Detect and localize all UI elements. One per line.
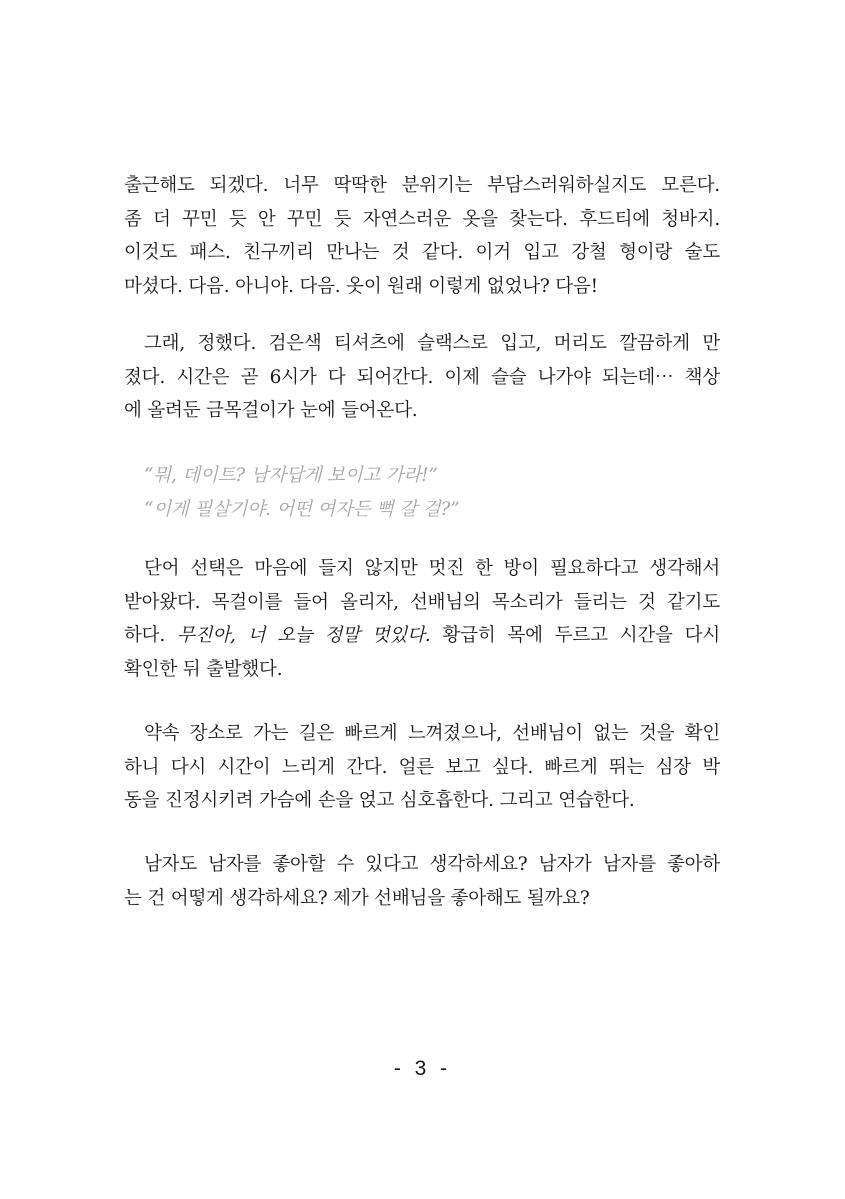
paragraph-4 (124, 717, 720, 818)
text-line: 단어 선택은 마음에 들지 않지만 멋진 한 방이 필요하다고 생각해서 (144, 558, 720, 579)
text-line: 출근해도 되겠다. 너무 딱딱한 분위기는 부담스러워하실지도 모른다. (124, 175, 720, 196)
quote-line: “뭐, 데이트? 남자답게 보이고 가라!” (144, 465, 438, 486)
page-number: - 3 - (393, 1057, 452, 1080)
text-line: 하니 다시 시간이 느리게 간다. 얼른 보고 싶다. 빠르게 뛰는 심장 박 (124, 756, 720, 778)
quote-line: “이게 필살기야. 어떤 여자든 뻑 갈 걸?” (144, 498, 460, 520)
text-run: 황급히 목에 두르고 시간을 다시 (430, 625, 720, 646)
paragraph-2 (124, 327, 720, 428)
text-line: 는 건 어떻게 생각하세요? 제가 선배님을 좋아해도 될까요? (124, 887, 590, 909)
text-line: 받아왔다. 목걸이를 들어 올리자, 선배님의 목소리가 들리는 것 같기도 (124, 591, 720, 613)
text-line: 남자도 남자를 좋아할 수 있다고 생각하세요? 남자가 남자를 좋아하 (144, 854, 720, 875)
text-line: 이것도 패스. 친구끼리 만나는 것 같다. 이거 입고 강철 형이랑 술도 (124, 242, 720, 263)
quote-block (124, 459, 720, 526)
text-run: 하다. (124, 625, 177, 646)
text-line: 약속 장소로 가는 길은 빠르게 느껴졌으나, 선배님이 없는 것을 확인 (144, 723, 720, 744)
text-line: 에 올려둔 금목걸이가 눈에 들어온다. (124, 400, 418, 421)
text-line: 마셨다. 다음. 아니야. 다음. 옷이 원래 이렇게 없었나? 다음! (124, 275, 598, 297)
text-line: 동을 진정시키려 가슴에 손을 얹고 심호흡한다. 그리고 연습한다. (124, 790, 635, 811)
text-line: 확인한 뒤 출발했다. (124, 658, 283, 680)
text-line: 졌다. 시간은 곧 6시가 다 되어간다. 이제 슬슬 나가야 되는데⋯ 책상 (124, 366, 720, 388)
paragraph-5 (124, 848, 720, 915)
text-line: 그래, 정했다. 검은색 티셔츠에 슬랙스로 입고, 머리도 깔끔하게 만 (144, 333, 720, 354)
paragraph-1 (124, 169, 720, 303)
text-line: 좀 더 꾸민 듯 안 꾸민 듯 자연스러운 옷을 찾는다. 후드티에 청바지. (124, 208, 720, 230)
paragraph-3 (124, 552, 720, 686)
mixed-text-line (124, 619, 720, 653)
italic-inner-thought: 무진아, 너 오늘 정말 멋있다. (176, 625, 431, 646)
